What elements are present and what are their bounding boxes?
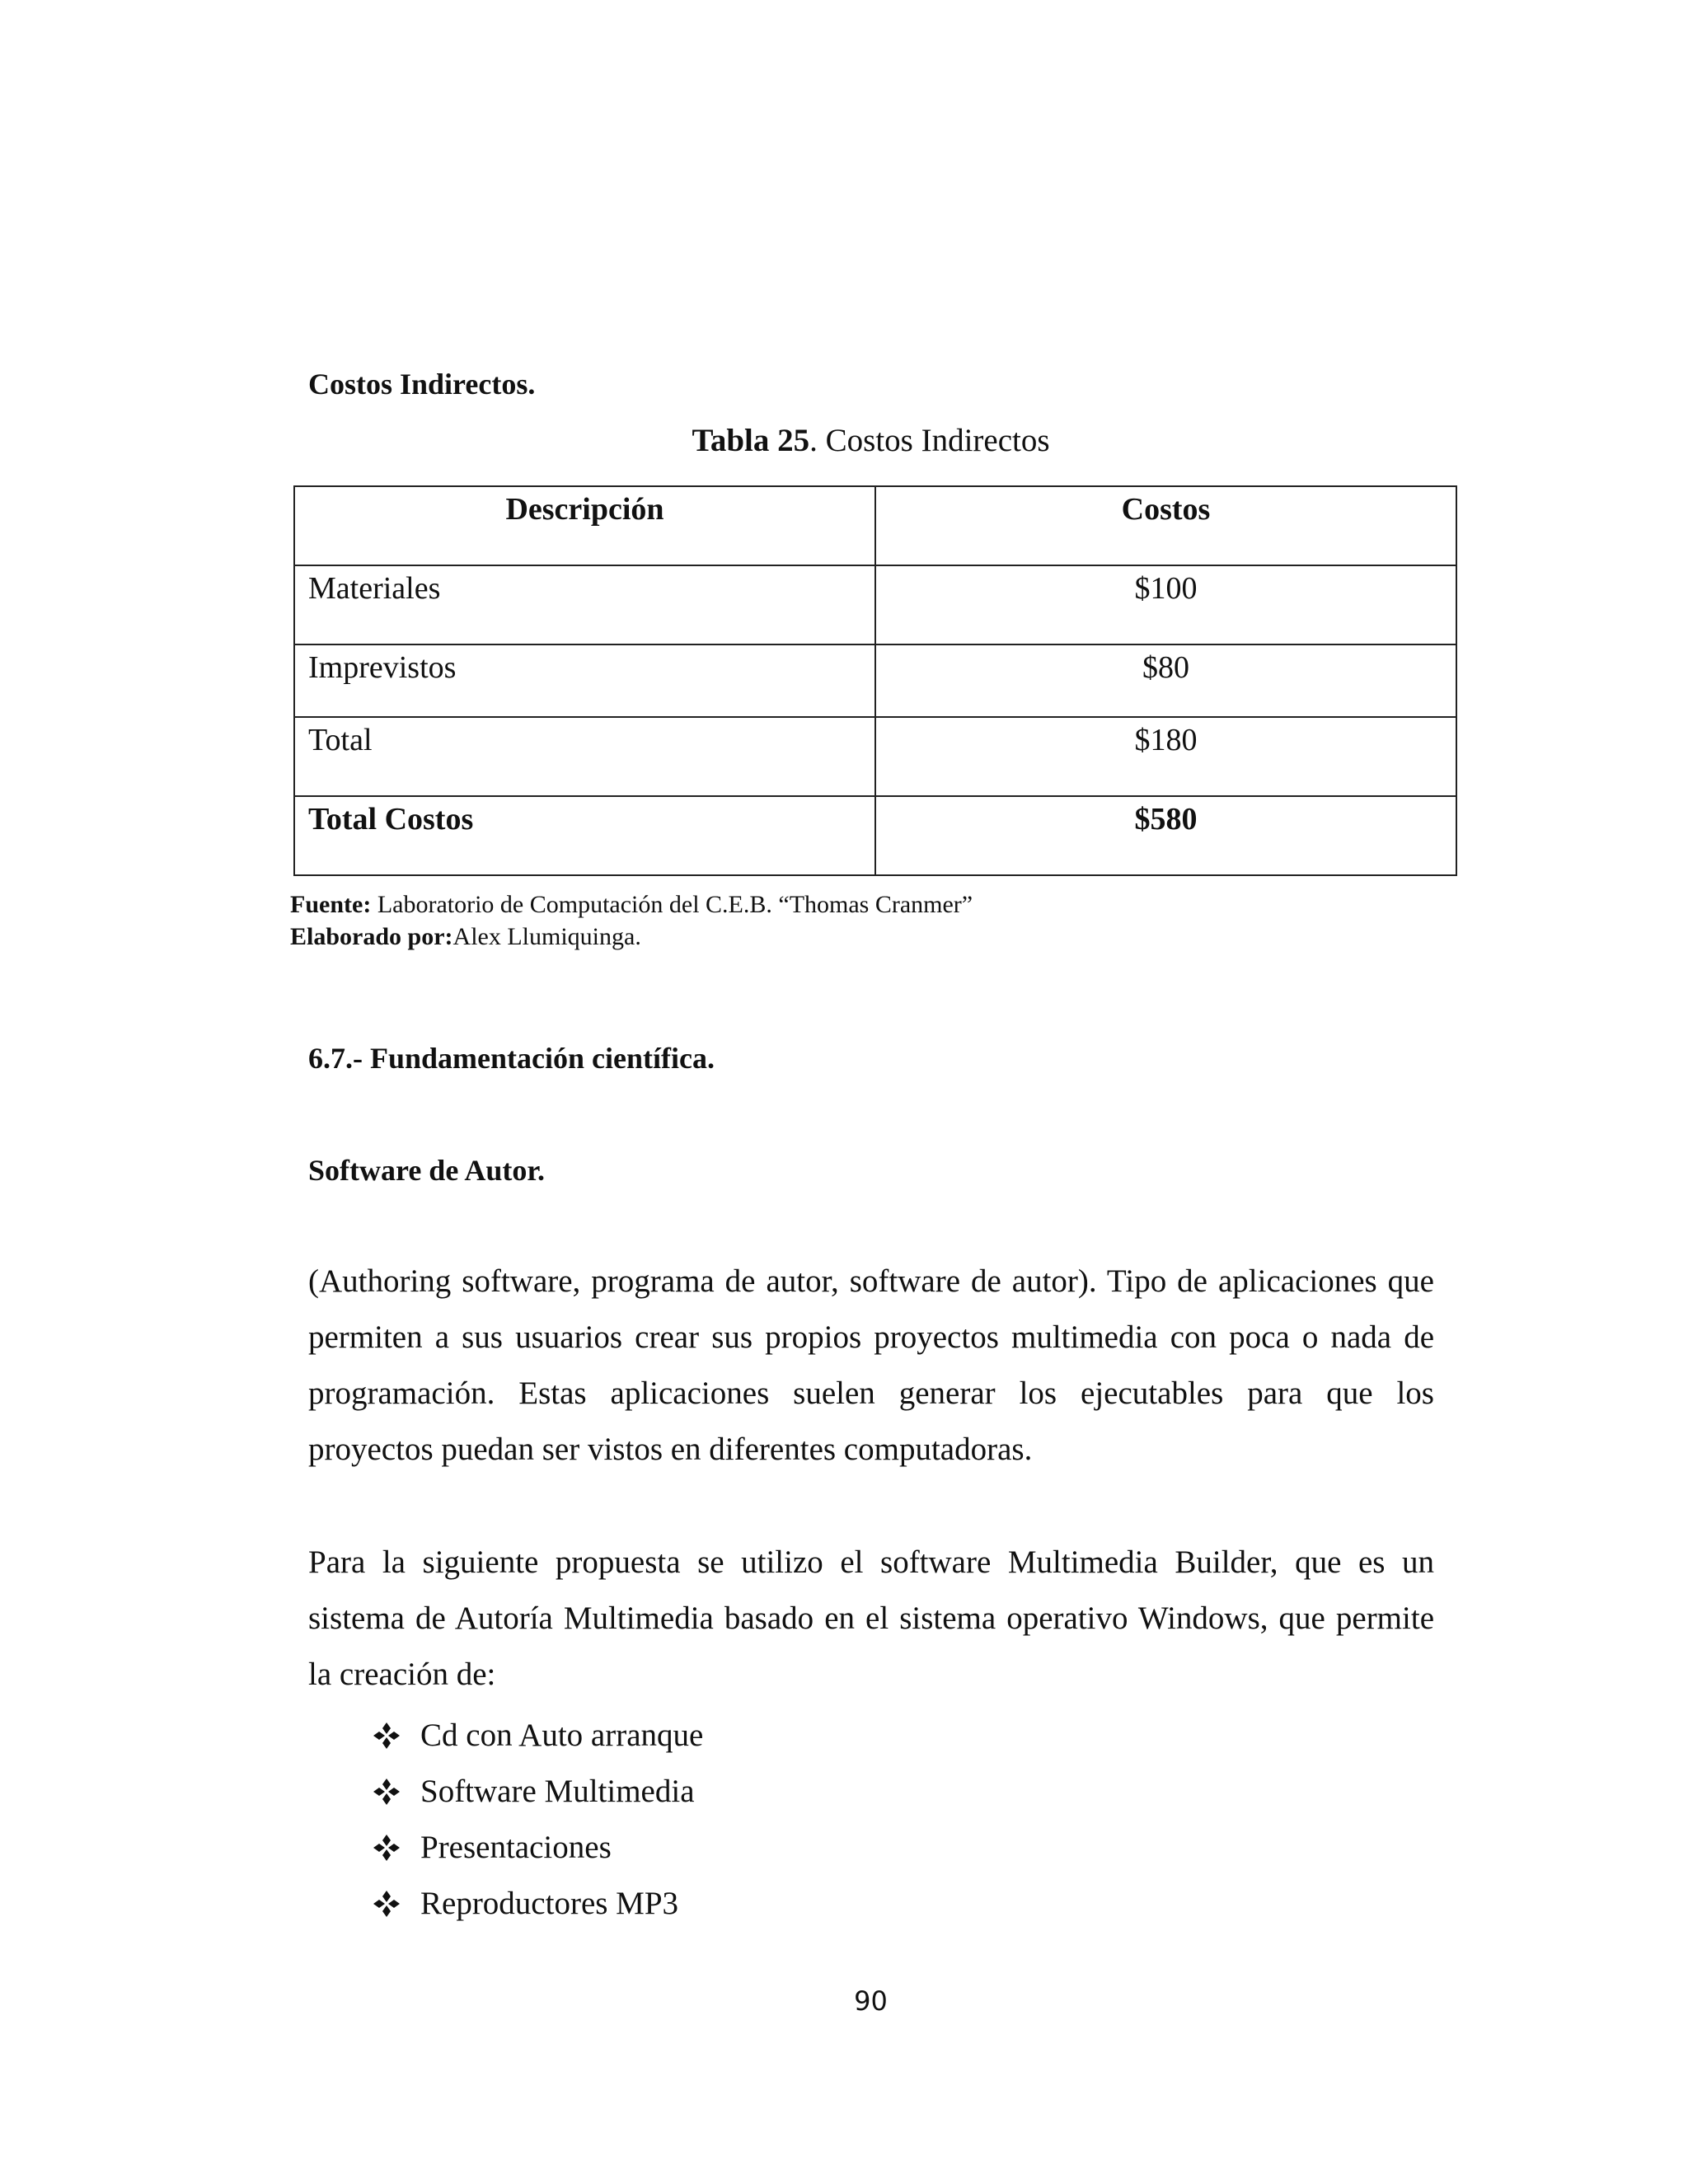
subheading-fundamentacion: 6.7.- Fundamentación científica. [308,1042,715,1075]
paragraph-line: permiten a sus usuarios crear sus propios proyectos multimedia con poca o nada de [308,1319,1434,1355]
row-cost: $180 [875,717,1456,796]
indirect-costs-table [293,485,1457,876]
table-header-row [294,486,1456,565]
row-cost: $100 [875,565,1456,644]
table-caption [0,422,1688,460]
author-text: Alex Llumiquinga. [452,923,641,950]
table-row [294,644,1456,717]
list-item-label: Presentaciones [420,1830,612,1865]
paragraph-line: programación. Estas aplicaciones suelen generar los ejecutables para que los [308,1376,1434,1411]
source-text: Laboratorio de Computación del C.E.B. “Thomas Cranmer” [371,891,973,918]
table-caption-text: . Costos Indirectos [809,423,1050,458]
feature-list [373,1708,703,1932]
paragraph-multimedia-builder [308,1535,1434,1703]
paragraph-line: Para la siguiente propuesta se utilizo el software Multimedia Builder, que es un [308,1544,1434,1580]
paragraph-authoring-software [308,1254,1434,1478]
row-cost: $580 [875,796,1456,875]
header-costs: Costos [875,486,1456,565]
four-diamond-bullet-icon [373,1722,401,1750]
table-total-row [294,796,1456,875]
list-item [373,1764,703,1820]
table-row [294,565,1456,644]
table-caption-label: Tabla 25 [692,423,810,458]
list-item [373,1876,703,1932]
author-label: Elaborado por: [290,923,453,950]
list-item [373,1708,703,1764]
four-diamond-bullet-icon [373,1890,401,1918]
table-author [290,922,641,952]
four-diamond-bullet-icon [373,1778,401,1806]
section-heading: Costos Indirectos. [308,368,536,401]
table-row [294,717,1456,796]
page-number: 90 [854,1985,888,2017]
row-description: Total [294,717,875,796]
four-diamond-bullet-icon [373,1834,401,1862]
list-item-label: Reproductores MP3 [420,1886,679,1921]
row-cost: $80 [875,644,1456,717]
list-item [373,1820,703,1876]
list-item-label: Software Multimedia [420,1774,695,1809]
table-source [290,890,973,920]
paragraph-line: sistema de Autoría Multimedia basado en el sistema operativo Windows, que permite [308,1601,1434,1636]
paragraph-line: (Authoring software, programa de autor, software de autor). Tipo de aplicaciones que [308,1263,1434,1299]
row-description: Materiales [294,565,875,644]
paragraph-line: la creación de: [308,1657,496,1692]
row-description: Total Costos [294,796,875,875]
row-description: Imprevistos [294,644,875,717]
list-item-label: Cd con Auto arranque [420,1718,704,1753]
paragraph-line: proyectos puedan ser vistos en diferentes computadoras. [308,1432,1033,1467]
source-label: Fuente: [290,891,372,918]
subheading-software: Software de Autor. [308,1154,545,1187]
header-description: Descripción [294,486,875,565]
